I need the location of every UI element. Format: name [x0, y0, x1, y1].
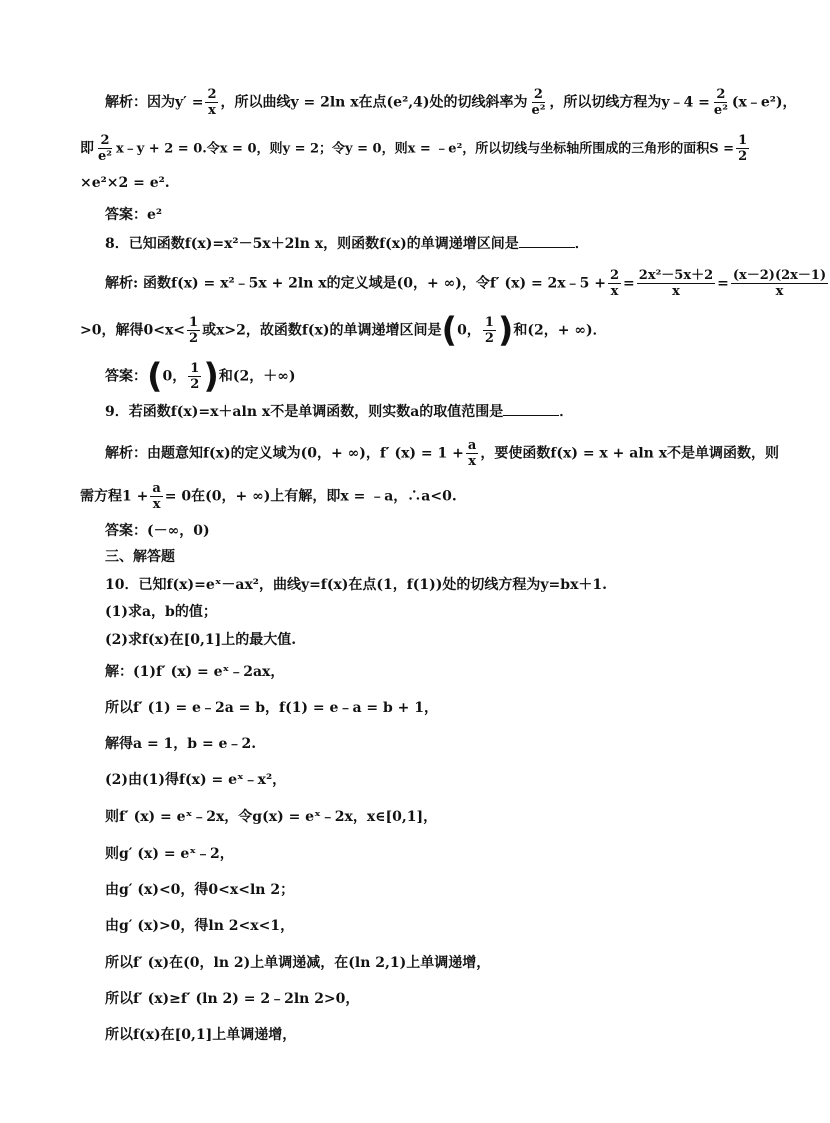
fraction: [637, 268, 715, 299]
text: >0，解得0<x<: [80, 322, 186, 339]
denominator: 2: [190, 377, 200, 392]
text: (x﹣e²)，: [731, 94, 797, 111]
text: 或x>2，故函数f(x)的单调递增区间是: [202, 322, 442, 339]
q10-solution-line: 所以f′ (1) = e﹣2a = b，f(1) = e﹣a = b + 1，: [105, 700, 438, 716]
answer-blank: [503, 401, 559, 416]
numerator: 1: [189, 315, 199, 330]
denominator: e²: [531, 103, 546, 118]
fraction: [736, 133, 749, 164]
q10-solution-line: 所以f′ (x)在(0，ln 2)上单调递减，在(ln 2,1)上单调递增，: [105, 955, 491, 971]
text: 解析：因为y′ =: [105, 94, 204, 111]
q10-solution-line: 解得a = 1，b = e﹣2.: [105, 736, 257, 752]
fraction: [187, 315, 200, 346]
text: ，所以曲线y = 2ln x在点(e²,4)处的切线斜率为: [220, 94, 528, 111]
text: 0，: [162, 368, 187, 385]
text: 解析: 函数f(x) = x²﹣5x + 2ln x的定义域是(0，+ ∞)，令f′ (x) = 2x﹣5 +: [105, 275, 606, 292]
numerator: 2: [533, 87, 543, 102]
q9-solution-line1: [105, 438, 779, 469]
right-paren-glyph: ): [497, 310, 514, 351]
fraction: [731, 268, 828, 299]
text: 8．已知函数f(x)=x²－5x＋2ln x，则函数f(x)的单调递增区间是: [105, 236, 519, 252]
numerator: 2: [716, 87, 726, 102]
numerator: (x－2)(2x－1): [732, 268, 827, 283]
q8-answer: [105, 356, 296, 397]
text: x﹣y + 2 = 0.令x = 0，则y = 2；令y = 0，则x = ﹣e²，所以切线与坐标轴所围成的三角形的面积S =: [115, 141, 735, 157]
left-paren-glyph: (: [147, 356, 163, 397]
text: 即: [80, 140, 94, 157]
text: ．: [574, 236, 589, 252]
numerator: a: [467, 438, 477, 453]
fraction: [96, 133, 114, 164]
text: = 0在(0，+ ∞)上有解，即x = ﹣a，∴a<0.: [164, 488, 457, 505]
q8-solution-line1: [105, 268, 830, 299]
numerator: 2: [100, 133, 110, 148]
text: ．: [559, 404, 574, 420]
q9-answer: 答案：(－∞，0): [105, 523, 210, 539]
right-paren-glyph: ): [203, 356, 219, 397]
fraction: [712, 87, 730, 118]
left-paren-glyph: (: [441, 310, 458, 351]
q10-solution-line: 解：(1)f′ (x) = eˣ﹣2ax，: [105, 664, 285, 680]
q10-solution-line: 所以f(x)在[0,1]上单调递增，: [105, 1027, 297, 1043]
denominator: e²: [98, 149, 112, 164]
fraction: [150, 481, 162, 512]
denominator: 2: [738, 149, 748, 164]
q10-stem: 10．已知f(x)=eˣ－ax²，曲线y=f(x)在点(1，f(1))处的切线方程为y=bx＋1.: [105, 577, 608, 593]
q10-solution-line: 则f′ (x) = eˣ﹣2x，令g(x) = eˣ﹣2x，x∈[0,1]，: [105, 809, 438, 825]
q10-solution-line: (2)由(1)得f(x) = eˣ﹣x²，: [105, 772, 287, 788]
denominator: x: [775, 284, 784, 299]
denominator: 2: [484, 331, 494, 346]
numerator: 1: [484, 315, 494, 330]
text: 答案：: [105, 368, 147, 385]
fraction: [205, 87, 218, 118]
text: 9．若函数f(x)=x＋aln x不是单调函数，则实数a的取值范围是: [105, 404, 504, 420]
q9-stem: [105, 401, 573, 421]
fraction: [608, 268, 621, 299]
denominator: x: [152, 497, 161, 512]
text: 需方程1 +: [80, 488, 149, 505]
text: ，所以切线方程为y﹣4 =: [549, 94, 710, 111]
numerator: 2: [610, 268, 620, 283]
text: =: [623, 275, 635, 292]
q8-stem: [105, 233, 589, 253]
denominator: x: [208, 103, 216, 118]
q8-solution-line2: [80, 310, 607, 351]
denominator: x: [610, 284, 619, 299]
fraction: [483, 315, 496, 346]
q7-solution-line1: [105, 87, 797, 118]
text: 0，: [457, 322, 481, 339]
denominator: x: [468, 454, 476, 469]
q10-solution-line: 由g′ (x)>0，得ln 2<x<1，: [105, 918, 295, 934]
fraction: [188, 361, 201, 392]
q10-solution-line: 则g′ (x) = eˣ﹣2，: [105, 846, 234, 862]
q10-solution-line: 所以f′ (x)≥f′ (ln 2) = 2﹣2ln 2>0，: [105, 991, 360, 1007]
fraction: [529, 87, 547, 118]
numerator: 2x²－5x＋2: [638, 268, 714, 283]
denominator: 2: [189, 331, 199, 346]
numerator: 2: [207, 87, 217, 102]
q7-solution-line2: [80, 133, 751, 164]
text: 和(2，+ ∞)．: [513, 322, 607, 339]
denominator: x: [672, 284, 680, 299]
text: 和(2，＋∞): [218, 368, 296, 385]
q7-answer: 答案：e²: [105, 207, 163, 223]
text: =: [717, 275, 729, 292]
q10-part1: (1)求a，b的值；: [105, 604, 217, 620]
fraction: [466, 438, 478, 469]
q10-solution-line: 由g′ (x)<0，得0<x<ln 2；: [105, 882, 295, 898]
q9-solution-line2: [80, 481, 457, 512]
section-heading: 三、解答题: [105, 549, 175, 565]
text: 解析：由题意知f(x)的定义域为(0，+ ∞)，f′ (x) = 1 +: [105, 445, 464, 462]
numerator: a: [152, 481, 161, 496]
q7-solution-line3: ×e²×2 = e².: [80, 175, 170, 191]
numerator: 1: [190, 361, 200, 376]
denominator: e²: [713, 103, 728, 118]
numerator: 1: [738, 133, 748, 148]
q10-part2: (2)求f(x)在[0,1]上的最大值.: [105, 632, 297, 648]
answer-blank: [519, 233, 575, 248]
text: ，要使函数f(x) = x + aln x不是单调函数，则: [480, 445, 780, 462]
